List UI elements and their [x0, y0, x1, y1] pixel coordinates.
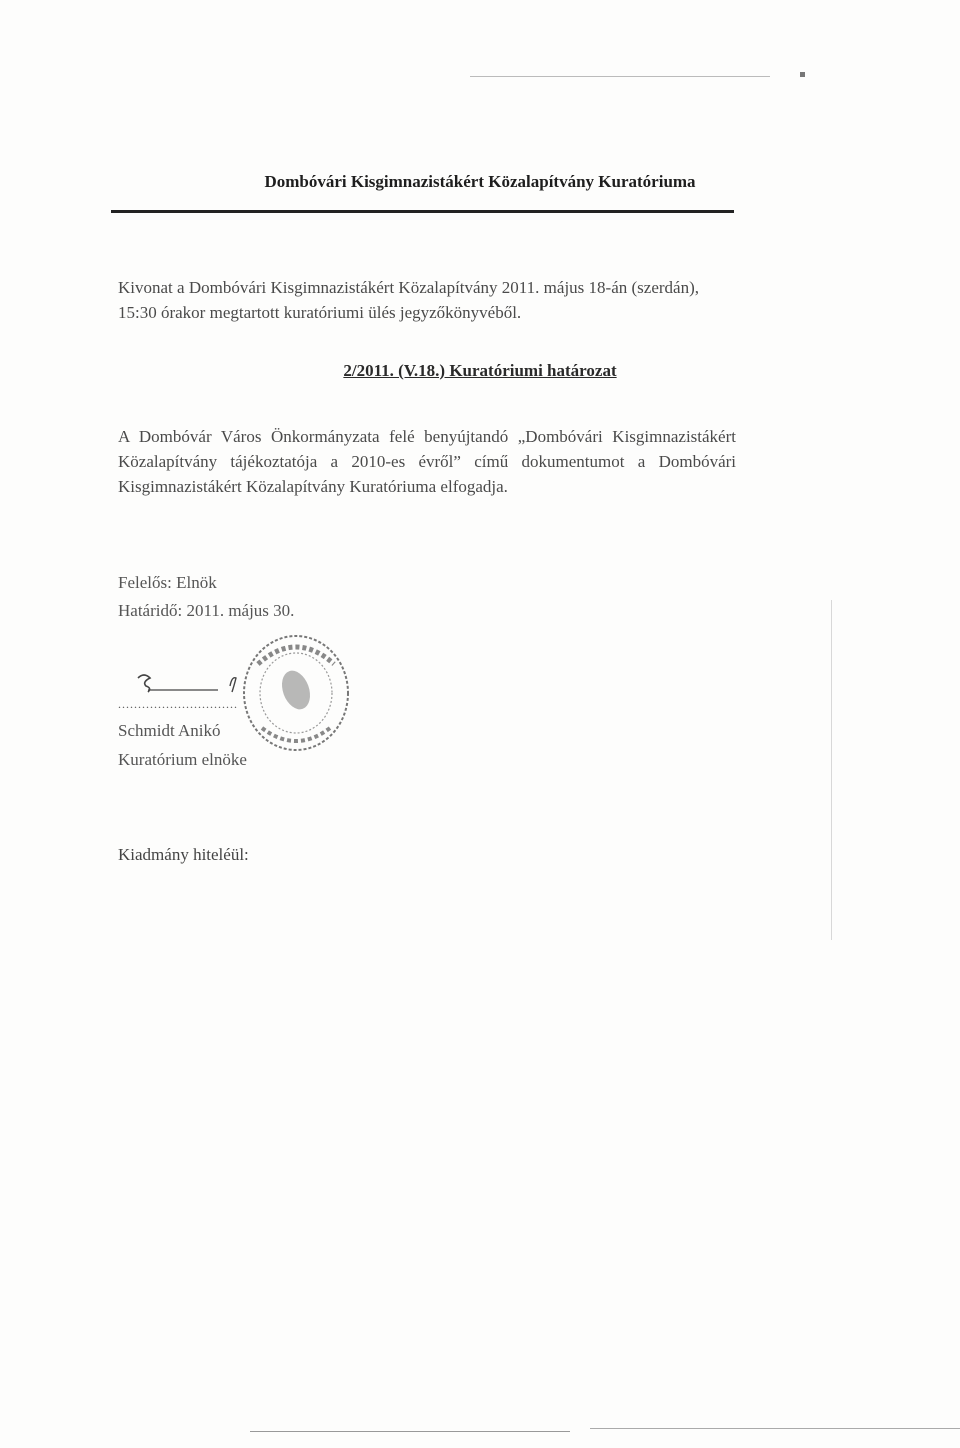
header-rule [111, 210, 734, 213]
scan-speck [800, 72, 805, 77]
certified-copy-label: Kiadmány hiteléül: [118, 845, 249, 864]
signature-dotted-line: .............................. [118, 697, 238, 711]
scan-line-bottom-right [590, 1428, 960, 1429]
official-seal [240, 632, 352, 754]
scan-line-vertical [831, 600, 832, 940]
deadline-line: Határidő: 2011. május 30. [118, 601, 295, 620]
resolution-text: A Dombóvár Város Önkormányzata felé benyújtandó „Dombóvári Kisgimnazistákért Közalapítvány tájékoztatója a 2010-es évről” című dokumentumot a Dombóvári Kisgimnazistákért Közalapítvány Kuratóriuma elfogadja. [118, 427, 736, 496]
resolution-number: 2/2011. (V.18.) Kuratóriumi határozat [343, 361, 617, 380]
signer-name: Schmidt Anikó [118, 721, 221, 740]
responsible-line: Felelős: Elnök [118, 573, 217, 592]
intro-paragraph: Kivonat a Dombóvári Kisgimnazistákért Közalapítvány 2011. május 18-án (szerdán), 15:30 órakor megtartott kuratóriumi ülés jegyzőkönyvéből. [118, 278, 699, 322]
scan-line-top [470, 76, 770, 77]
scan-line-bottom [250, 1431, 570, 1432]
signer-title: Kuratórium elnöke [118, 750, 247, 769]
document-header: Dombóvári Kisgimnazistákért Közalapítvány Kuratóriuma [264, 172, 696, 191]
